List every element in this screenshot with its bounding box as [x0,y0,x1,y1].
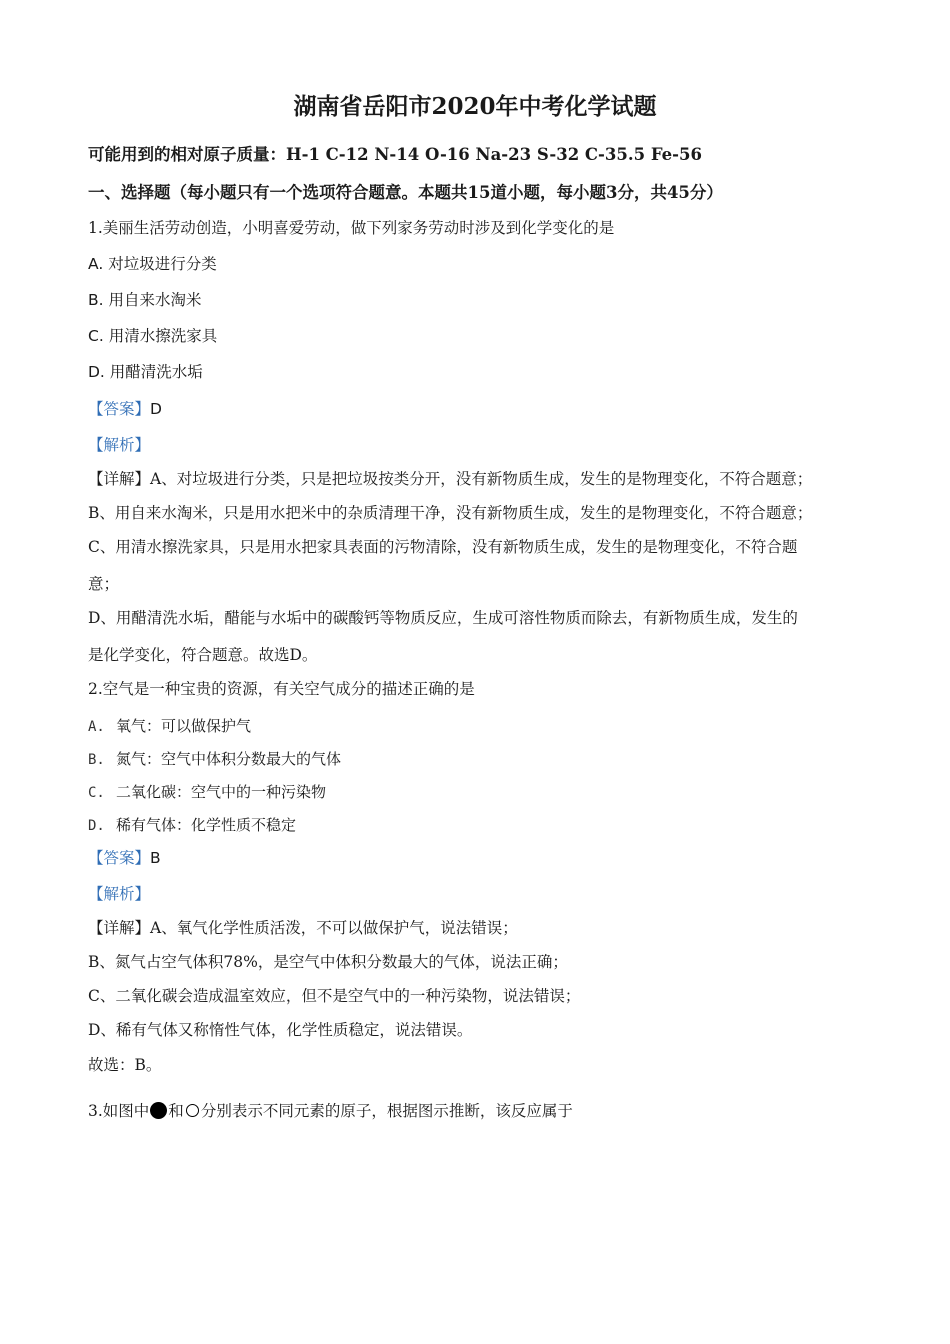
option-text: 氧气：可以做保护气 [116,717,252,735]
q2-detail-line: 故选：B。 [88,1056,162,1074]
section-heading: 一、选择题（每小题只有一个选项符合题意。本题共15道小题，每小题3分，共45分） [88,183,723,202]
q2-option-b [88,749,341,770]
atomic-masses: 可能用到的相对原子质量：H-1 C-12 N-14 O-16 Na-23 S-32 C-35.5 Fe-56 [88,145,702,164]
option-letter: A. [88,719,105,735]
detail-text: A、氧气化学性质活泼，不可以做保护气，说法错误； [150,919,518,937]
q1-detail-line: 是化学变化，符合题意。故选D。 [88,646,318,664]
q2-detail-line: B、氮气占空气体积78%，是空气中体积分数最大的气体，说法正确； [88,953,568,971]
q1-option-b [88,290,202,310]
q2-option-c [88,782,326,803]
q1-detail-line: C、用清水擦洗家具，只是用水把家具表面的污物清除，没有新物质生成，发生的是物理变化，不符合题 [88,538,798,556]
q2-option-d [88,815,296,836]
q2-detail-line [88,918,518,938]
answer-value: D [150,400,162,418]
option-letter: A. [88,255,109,273]
option-text: 用自来水淘米 [108,291,202,309]
option-text: 用清水擦洗家具 [108,327,218,345]
q1-option-a [88,254,217,274]
q3-stem [88,1101,573,1121]
option-text: 二氧化碳：空气中的一种污染物 [116,783,327,801]
q3-stem-suffix: 分别表示不同元素的原子，根据图示推断，该反应属于 [200,1102,573,1120]
q1-stem: 1.美丽生活劳动创造，小明喜爱劳动，做下列家务劳动时涉及到化学变化的是 [88,219,615,237]
q3-stem-prefix: 3.如图中 [88,1102,150,1120]
q1-detail-line: B、用自来水淘米，只是用水把米中的杂质清理干净，没有新物质生成，发生的是物理变化，不符合题意； [88,504,813,522]
answer-tag: 【答案】 [88,400,151,418]
filled-circle-icon [150,1102,167,1119]
q1-detail-line [88,469,812,489]
answer-value: B [150,849,161,867]
q2-stem: 2.空气是一种宝贵的资源，有关空气成分的描述正确的是 [88,680,475,698]
q2-answer [88,848,161,868]
detail-tag: 【详解】 [88,470,151,488]
option-letter: B. [88,752,105,768]
q1-answer [88,399,162,419]
answer-tag: 【答案】 [88,849,151,867]
q1-detail-line: 意； [88,575,120,593]
option-letter: D. [88,818,105,834]
q1-detail-line: D、用醋清洗水垢，醋能与水垢中的碳酸钙等物质反应，生成可溶性物质而除去，有新物质生成，发生的 [88,609,798,627]
q2-detail-line: C、二氧化碳会造成温室效应，但不是空气中的一种污染物，说法错误； [88,987,581,1005]
q1-option-c [88,326,217,346]
detail-tag: 【详解】 [88,919,151,937]
option-text: 用醋清洗水垢 [109,363,203,381]
option-letter: D. [88,363,110,381]
page-title: 湖南省岳阳市2020年中考化学试题 [293,93,657,120]
q2-analysis-tag: 【解析】 [88,885,151,903]
option-text: 对垃圾进行分类 [108,255,217,273]
q1-analysis-tag: 【解析】 [88,436,151,454]
option-letter: C. [88,327,109,345]
q2-option-a [88,716,251,737]
option-text: 氮气：空气中体积分数最大的气体 [116,750,342,768]
empty-circle-icon [186,1104,199,1117]
option-letter: B. [88,291,109,309]
q3-stem-middle: 和 [168,1102,184,1120]
q1-option-d [88,362,203,382]
detail-text: A、对垃圾进行分类，只是把垃圾按类分开，没有新物质生成，发生的是物理变化，不符合题意； [150,470,813,488]
option-letter: C. [88,785,105,801]
option-text: 稀有气体：化学性质不稳定 [116,816,297,834]
q2-detail-line: D、稀有气体又称惰性气体，化学性质稳定，说法错误。 [88,1021,473,1039]
